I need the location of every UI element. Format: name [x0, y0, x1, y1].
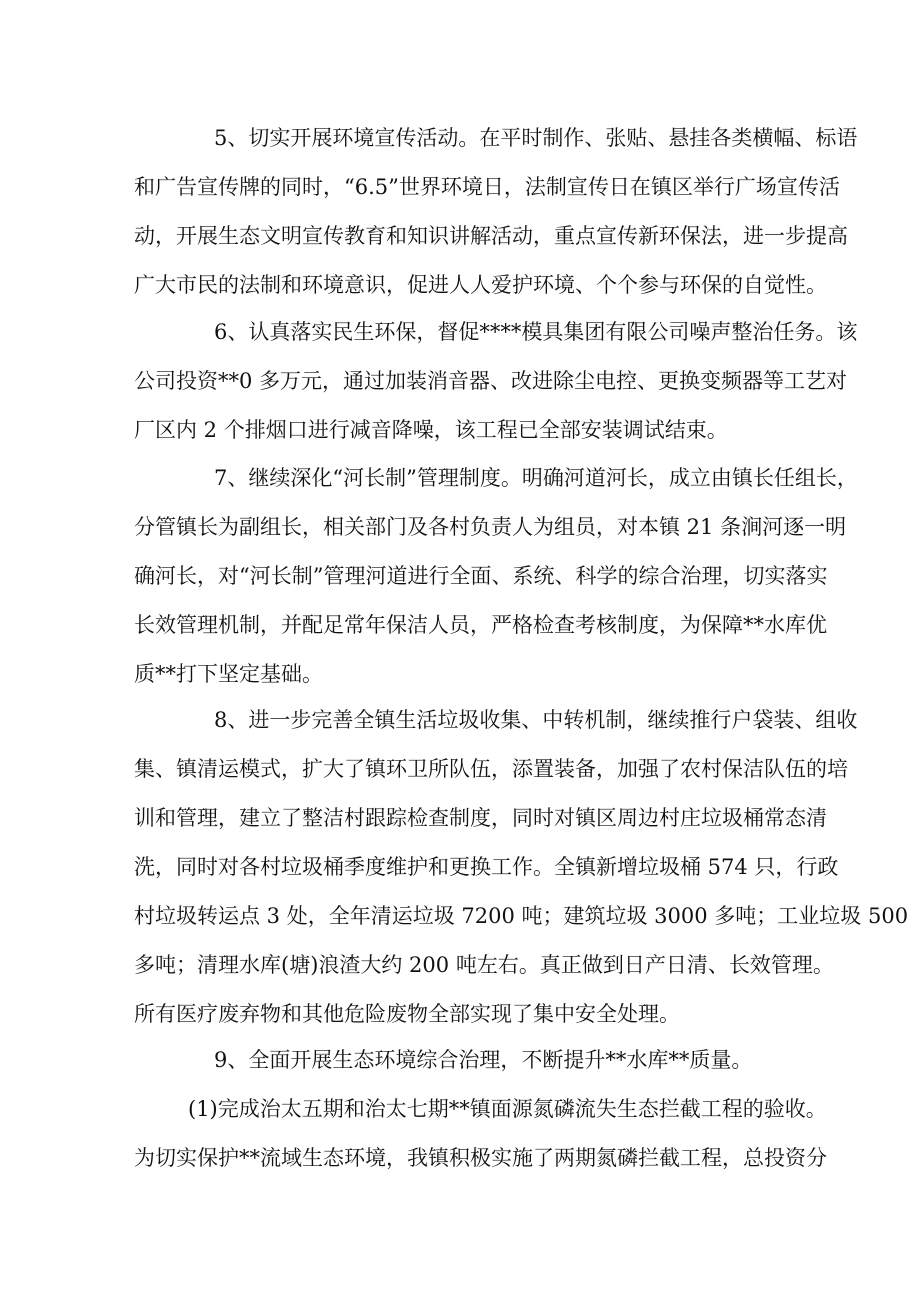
paragraph-line: 长效管理机制，并配足常年保洁人员，严格检查考核制度，为保障**水库优 [134, 613, 827, 637]
paragraph-line: 7、继续深化“河长制”管理制度。明确河道河长，成立由镇长任组长， [214, 466, 858, 490]
paragraph-line: 确河长，对“河长制”管理河道进行全面、系统、科学的综合治理，切实落实 [134, 564, 828, 588]
paragraph-line: 为切实保护**流域生态环境，我镇积极实施了两期氮磷拦截工程，总投资分 [134, 1146, 827, 1170]
paragraph-line: 6、认真落实民生环保，督促****模具集团有限公司噪声整治任务。该 [214, 320, 858, 344]
paragraph-line: 多吨；清理水库(塘)浪渣大约 200 吨左右。真正做到日产日清、长效管理。 [134, 953, 834, 977]
paragraph-line: (1)完成治太五期和治太七期**镇面源氮磷流失生态拦截工程的验收。 [188, 1097, 827, 1121]
paragraph-line: 和广告宣传牌的同时，“6.5”世界环境日，法制宣传日在镇区举行广场宣传活 [134, 175, 840, 199]
paragraph-line: 5、切实开展环境宣传活动。在平时制作、张贴、悬挂各类横幅、标语 [214, 126, 858, 150]
paragraph-line: 9、全面开展生态环境综合治理，不断提升**水库**质量。 [214, 1048, 753, 1072]
paragraph-line: 所有医疗废弃物和其他危险废物全部实现了集中安全处理。 [134, 1002, 680, 1026]
paragraph-line: 动，开展生态文明宣传教育和知识讲解活动，重点宣传新环保法，进一步提高 [134, 224, 848, 248]
paragraph-line: 训和管理，建立了整洁村跟踪检查制度，同时对镇区周边村庄垃圾桶常态清 [134, 806, 827, 830]
paragraph-line: 集、镇清运模式，扩大了镇环卫所队伍，添置装备，加强了农村保洁队伍的培 [134, 757, 848, 781]
paragraph-line: 质**打下坚定基础。 [134, 662, 323, 686]
paragraph-line: 广大市民的法制和环境意识，促进人人爱护环境、个个参与环保的自觉性。 [134, 273, 827, 297]
paragraph-line: 分管镇长为副组长，相关部门及各村负责人为组员，对本镇 21 条涧河逐一明 [134, 515, 847, 539]
paragraph-line: 洗，同时对各村垃圾桶季度维护和更换工作。全镇新增垃圾桶 574 只，行政 [134, 855, 839, 879]
paragraph-line: 公司投资**0 多万元，通过加装消音器、改进除尘电控、更换变频器等工艺对 [134, 369, 848, 393]
paragraph-line: 村垃圾转运点 3 处，全年清运垃圾 7200 吨；建筑垃圾 3000 多吨；工业垃圾 500 [134, 904, 909, 928]
paragraph-line: 8、进一步完善全镇生活垃圾收集、中转机制，继续推行户袋装、组收 [214, 708, 858, 732]
paragraph-line: 厂区内 2 个排烟口进行减音降噪，该工程已全部安装调试结束。 [134, 418, 728, 442]
